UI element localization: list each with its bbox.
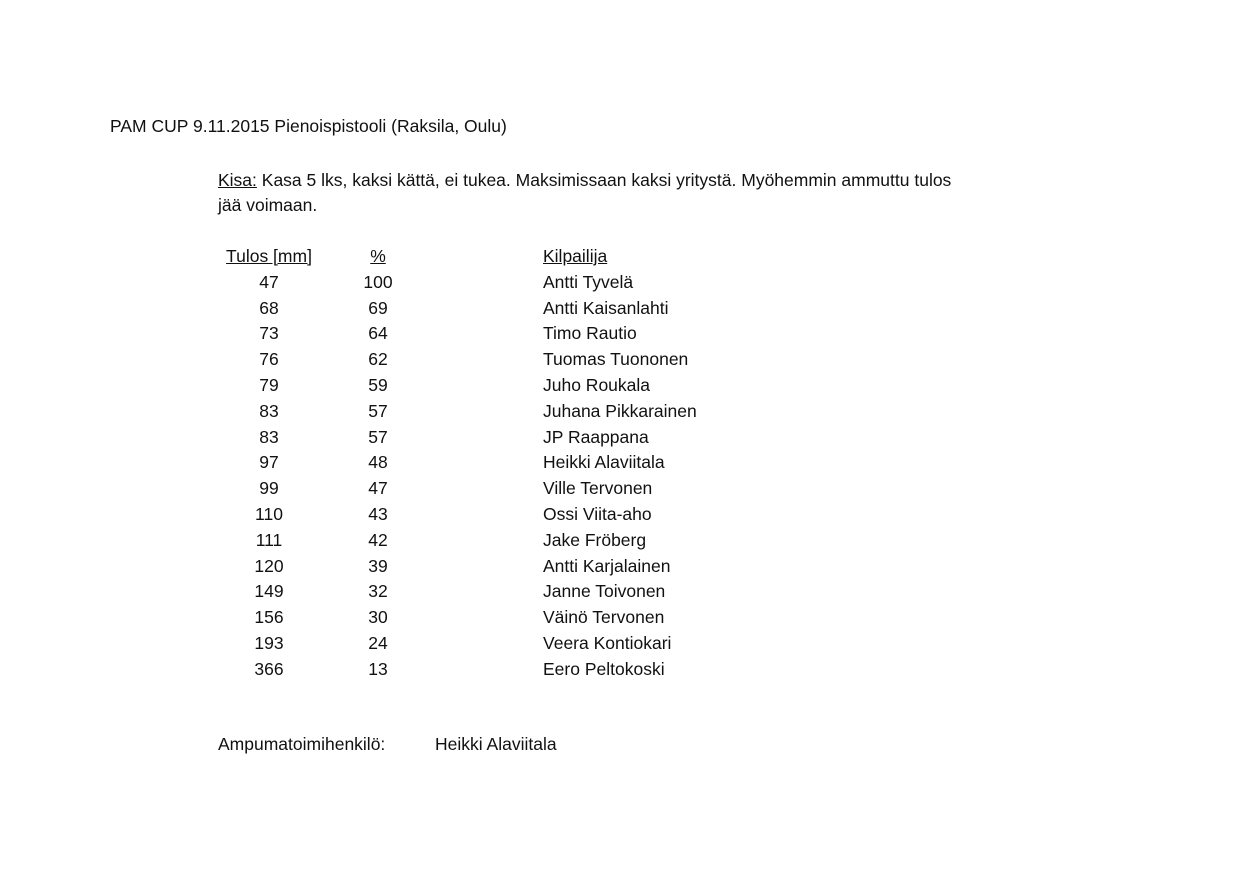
cell-tulos: 76 bbox=[259, 349, 279, 370]
cell-tulos: 47 bbox=[259, 271, 279, 292]
cell-kilpailija: Juho Roukala bbox=[543, 374, 651, 395]
footer-value: Heikki Alaviitala bbox=[435, 734, 557, 754]
footer-label: Ampumatoimihenkilö: bbox=[218, 734, 386, 754]
cell-percent: 57 bbox=[368, 426, 388, 447]
cell-percent: 69 bbox=[368, 297, 388, 318]
table-row bbox=[218, 347, 818, 373]
cell-tulos: 120 bbox=[254, 555, 284, 576]
cell-kilpailija: Antti Kaisanlahti bbox=[543, 297, 669, 318]
cell-tulos: 97 bbox=[259, 452, 279, 473]
table-row bbox=[218, 631, 818, 657]
cell-kilpailija: Antti Tyvelä bbox=[543, 271, 634, 292]
cell-kilpailija: Väinö Tervonen bbox=[543, 607, 665, 628]
header-percent: % bbox=[370, 246, 386, 266]
cell-percent: 64 bbox=[368, 323, 388, 344]
description-label: Kisa: bbox=[218, 170, 257, 190]
cell-percent: 24 bbox=[368, 632, 388, 653]
cell-tulos: 83 bbox=[259, 426, 279, 447]
cell-kilpailija: Ossi Viita-aho bbox=[543, 503, 652, 524]
cell-kilpailija: Veera Kontiokari bbox=[543, 632, 672, 653]
cell-tulos: 156 bbox=[254, 607, 284, 628]
cell-kilpailija: Heikki Alaviitala bbox=[543, 452, 665, 473]
cell-kilpailija: Janne Toivonen bbox=[543, 581, 666, 602]
competition-description bbox=[218, 168, 958, 218]
cell-tulos: 99 bbox=[259, 478, 279, 499]
cell-percent: 59 bbox=[368, 374, 388, 395]
header-tulos: Tulos [mm] bbox=[226, 246, 312, 266]
cell-kilpailija: Antti Karjalainen bbox=[543, 555, 671, 576]
cell-percent: 39 bbox=[368, 555, 388, 576]
cell-tulos: 149 bbox=[254, 581, 284, 602]
cell-tulos: 111 bbox=[255, 529, 283, 550]
cell-percent: 57 bbox=[368, 400, 388, 421]
cell-tulos: 68 bbox=[259, 297, 279, 318]
table-row bbox=[218, 657, 818, 683]
cell-tulos: 79 bbox=[259, 374, 279, 395]
cell-tulos: 110 bbox=[255, 503, 283, 524]
cell-kilpailija: Ville Tervonen bbox=[543, 478, 653, 499]
cell-tulos: 193 bbox=[254, 632, 284, 653]
table-row bbox=[218, 476, 818, 502]
table-row bbox=[218, 605, 818, 631]
cell-tulos: 73 bbox=[259, 323, 279, 344]
results-table bbox=[218, 244, 818, 683]
cell-kilpailija: Timo Rautio bbox=[543, 323, 637, 344]
header-kilpailija: Kilpailija bbox=[543, 246, 608, 266]
table-row bbox=[218, 399, 818, 425]
cell-percent: 30 bbox=[368, 607, 388, 628]
cell-percent: 47 bbox=[368, 478, 388, 499]
table-row bbox=[218, 554, 818, 580]
cell-kilpailija: Tuomas Tuononen bbox=[543, 349, 689, 370]
table-row bbox=[218, 528, 818, 554]
table-row bbox=[218, 425, 818, 451]
cell-kilpailija: Eero Peltokoski bbox=[543, 658, 665, 679]
cell-percent: 42 bbox=[368, 529, 388, 550]
cell-kilpailija: JP Raappana bbox=[543, 426, 649, 447]
table-row bbox=[218, 321, 818, 347]
table-row bbox=[218, 373, 818, 399]
cell-percent: 43 bbox=[368, 503, 388, 524]
cell-kilpailija: Juhana Pikkarainen bbox=[543, 400, 697, 421]
cell-kilpailija: Jake Fröberg bbox=[543, 529, 647, 550]
cell-percent: 62 bbox=[368, 349, 388, 370]
table-row bbox=[218, 579, 818, 605]
cell-tulos: 366 bbox=[254, 658, 284, 679]
table-row bbox=[218, 502, 818, 528]
table-row bbox=[218, 296, 818, 322]
cell-percent: 48 bbox=[368, 452, 388, 473]
cell-percent: 13 bbox=[368, 658, 388, 679]
cell-percent: 32 bbox=[368, 581, 388, 602]
results-rows bbox=[218, 270, 818, 683]
document-title: PAM CUP 9.11.2015 Pienoispistooli (Raksila, Oulu) bbox=[110, 116, 507, 136]
table-row bbox=[218, 450, 818, 476]
cell-percent: 100 bbox=[363, 271, 393, 292]
results-header-row bbox=[218, 244, 818, 270]
cell-tulos: 83 bbox=[259, 400, 279, 421]
description-text: Kasa 5 lks, kaksi kättä, ei tukea. Maksimissaan kaksi yritystä. Myöhemmin ammuttu tulos jää voimaan. bbox=[218, 170, 952, 215]
table-row bbox=[218, 270, 818, 296]
